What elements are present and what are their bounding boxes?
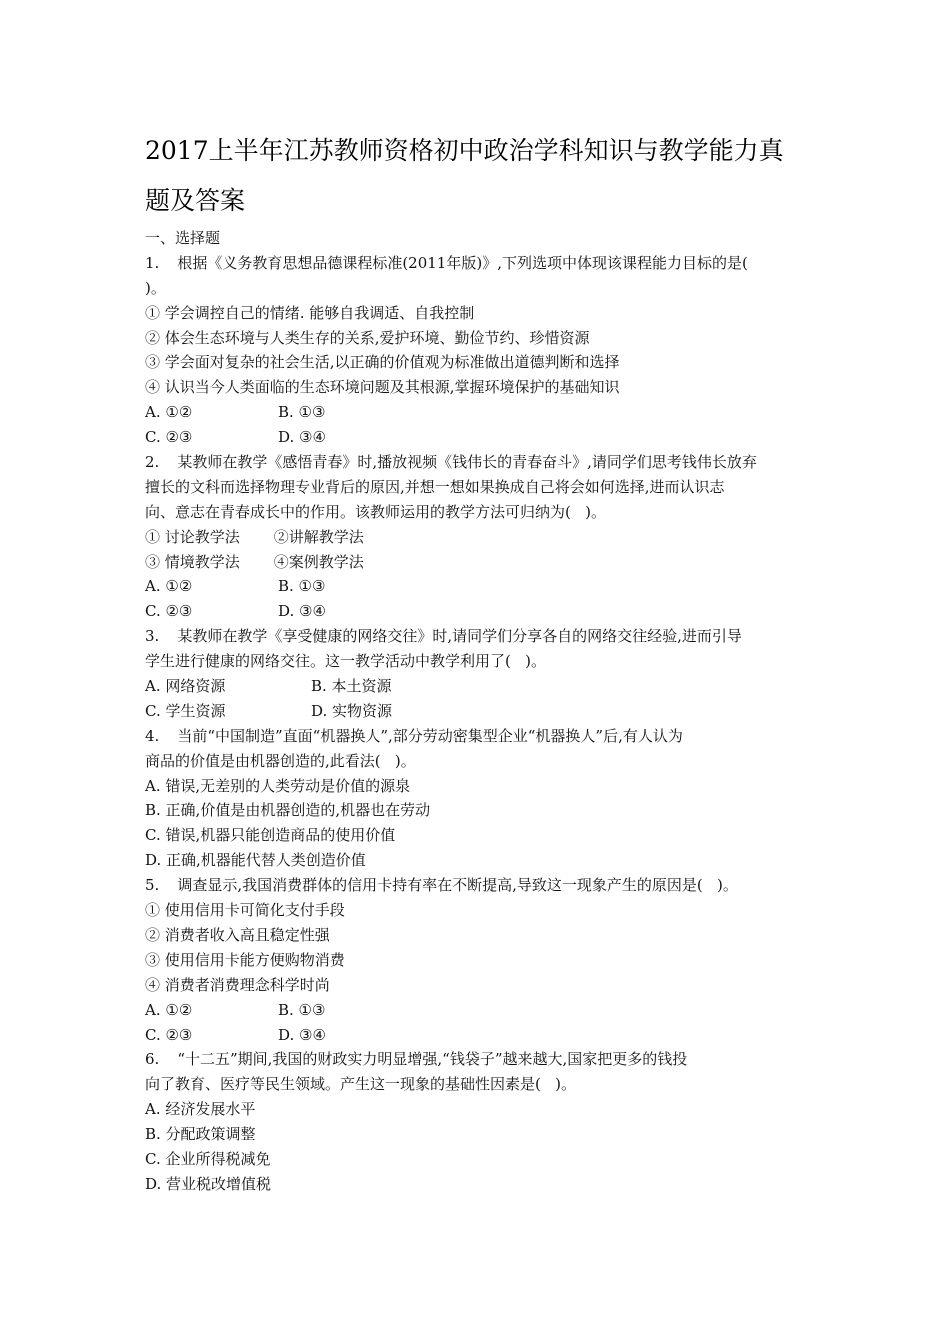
document-title: [145, 126, 825, 226]
option-row: [145, 674, 825, 699]
question-1-cont: )。: [145, 278, 166, 297]
option-b: B. ①③: [278, 1000, 326, 1019]
option-a: A. 网络资源: [145, 677, 226, 696]
option-row: [145, 1023, 825, 1048]
statement-item: ④案例教学法: [273, 552, 364, 571]
question-3-cont: 学生进行健康的网络交往。这一教学活动中教学利用了( )。: [145, 652, 547, 671]
question-number: 5.: [145, 876, 160, 895]
statement-item: ① 使用信用卡可简化支付手段: [145, 901, 345, 920]
option-d: D. ③④: [278, 602, 326, 621]
question-6-cont: 向了教育、医疗等民生领域。产生这一现象的基础性因素是( )。: [145, 1075, 577, 1094]
question-number: 4.: [145, 726, 160, 745]
question-number: 6.: [145, 1050, 160, 1069]
question-number: 3.: [145, 627, 160, 646]
question-2-cont: 向、意志在青春成长中的作用。该教师运用的教学方法可归纳为( )。: [145, 502, 607, 521]
option-b: B. 正确,价值是由机器创造的,机器也在劳动: [145, 801, 431, 820]
option-c: C. ②③: [145, 428, 193, 447]
option-d: D. 营业税改增值税: [145, 1174, 272, 1193]
option-d: D. ③④: [278, 1025, 326, 1044]
question-6: [145, 1047, 825, 1072]
question-5: [145, 873, 825, 898]
option-c: C. 企业所得税减免: [145, 1149, 271, 1168]
option-b: B. ①③: [278, 577, 326, 596]
option-row: [145, 400, 825, 425]
option-b: B. 本土资源: [311, 677, 392, 696]
option-a: A. ①②: [145, 1000, 193, 1019]
statement-item: ② 体会生态环境与人类生存的关系,爱护环境、勤俭节约、珍惜资源: [145, 328, 590, 347]
question-1: [145, 251, 825, 276]
question-4-cont: 商品的价值是由机器创造的,此看法( )。: [145, 751, 416, 770]
statement-item: ② 消费者收入高且稳定性强: [145, 925, 330, 944]
question-text: 根据《义务教育思想品德课程标准(2011年版)》,下列选项中体现该课程能力目标的是(: [177, 253, 748, 272]
statement-row: [145, 550, 825, 575]
option-d: D. 正确,机器能代替人类创造价值: [145, 851, 366, 870]
question-3: [145, 624, 825, 649]
option-a: A. ①②: [145, 403, 193, 422]
question-text: 某教师在教学《享受健康的网络交往》时,请同学们分享各自的网络交往经验,进而引导: [177, 627, 742, 646]
question-2: [145, 450, 825, 475]
option-a: A. 错误,无差别的人类劳动是价值的源泉: [145, 776, 411, 795]
title-line-1: 2017上半年江苏教师资格初中政治学科知识与教学能力真: [145, 136, 784, 165]
option-row: [145, 425, 825, 450]
option-c: C. ②③: [145, 1025, 193, 1044]
statement-item: ③ 使用信用卡能方便购物消费: [145, 950, 345, 969]
title-line-2: 题及答案: [145, 186, 246, 215]
option-a: A. 经济发展水平: [145, 1100, 256, 1119]
question-text: 调查显示,我国消费群体的信用卡持有率在不断提高,导致这一现象产生的原因是( )。: [177, 876, 738, 895]
option-row: [145, 699, 825, 724]
option-row: [145, 998, 825, 1023]
question-text: 某教师在教学《感悟青春》时,播放视频《钱伟长的青春奋斗》,请同学们思考钱伟长放弃: [177, 453, 757, 472]
option-row: [145, 599, 825, 624]
option-b: B. 分配政策调整: [145, 1125, 256, 1144]
option-c: C. 错误,机器只能创造商品的使用价值: [145, 826, 396, 845]
question-number: 1.: [145, 253, 160, 272]
statement-item: ④ 认识当今人类面临的生态环境问题及其根源,掌握环境保护的基础知识: [145, 378, 620, 397]
statement-item: ③ 情境教学法: [145, 552, 240, 571]
option-c: C. ②③: [145, 602, 193, 621]
statement-item: ③ 学会面对复杂的社会生活,以正确的价值观为标准做出道德判断和选择: [145, 353, 620, 372]
question-text: 当前“中国制造”直面“机器换人”,部分劳动密集型企业“机器换人”后,有人认为: [177, 726, 683, 745]
option-row: [145, 574, 825, 599]
section-heading: 一、选择题: [145, 229, 221, 247]
statement-row: [145, 525, 825, 550]
question-number: 2.: [145, 453, 160, 472]
statement-item: ④ 消费者消费理念科学时尚: [145, 975, 330, 994]
question-text: “十二五”期间,我国的财政实力明显增强,“钱袋子”越来越大,国家把更多的钱投: [177, 1050, 688, 1069]
statement-item: ① 讨论教学法: [145, 527, 240, 546]
option-d: D. ③④: [278, 428, 326, 447]
question-4: [145, 724, 825, 749]
option-c: C. 学生资源: [145, 701, 226, 720]
document-body: [145, 226, 825, 1197]
option-b: B. ①③: [278, 403, 326, 422]
statement-item: ① 学会调控自己的情绪. 能够自我调适、自我控制: [145, 303, 475, 322]
statement-item: ②讲解教学法: [273, 527, 364, 546]
option-d: D. 实物资源: [311, 701, 393, 720]
option-a: A. ①②: [145, 577, 193, 596]
question-2-cont: 擅长的文科而选择物理专业背后的原因,并想一想如果换成自己将会如何选择,进而认识志: [145, 477, 725, 496]
